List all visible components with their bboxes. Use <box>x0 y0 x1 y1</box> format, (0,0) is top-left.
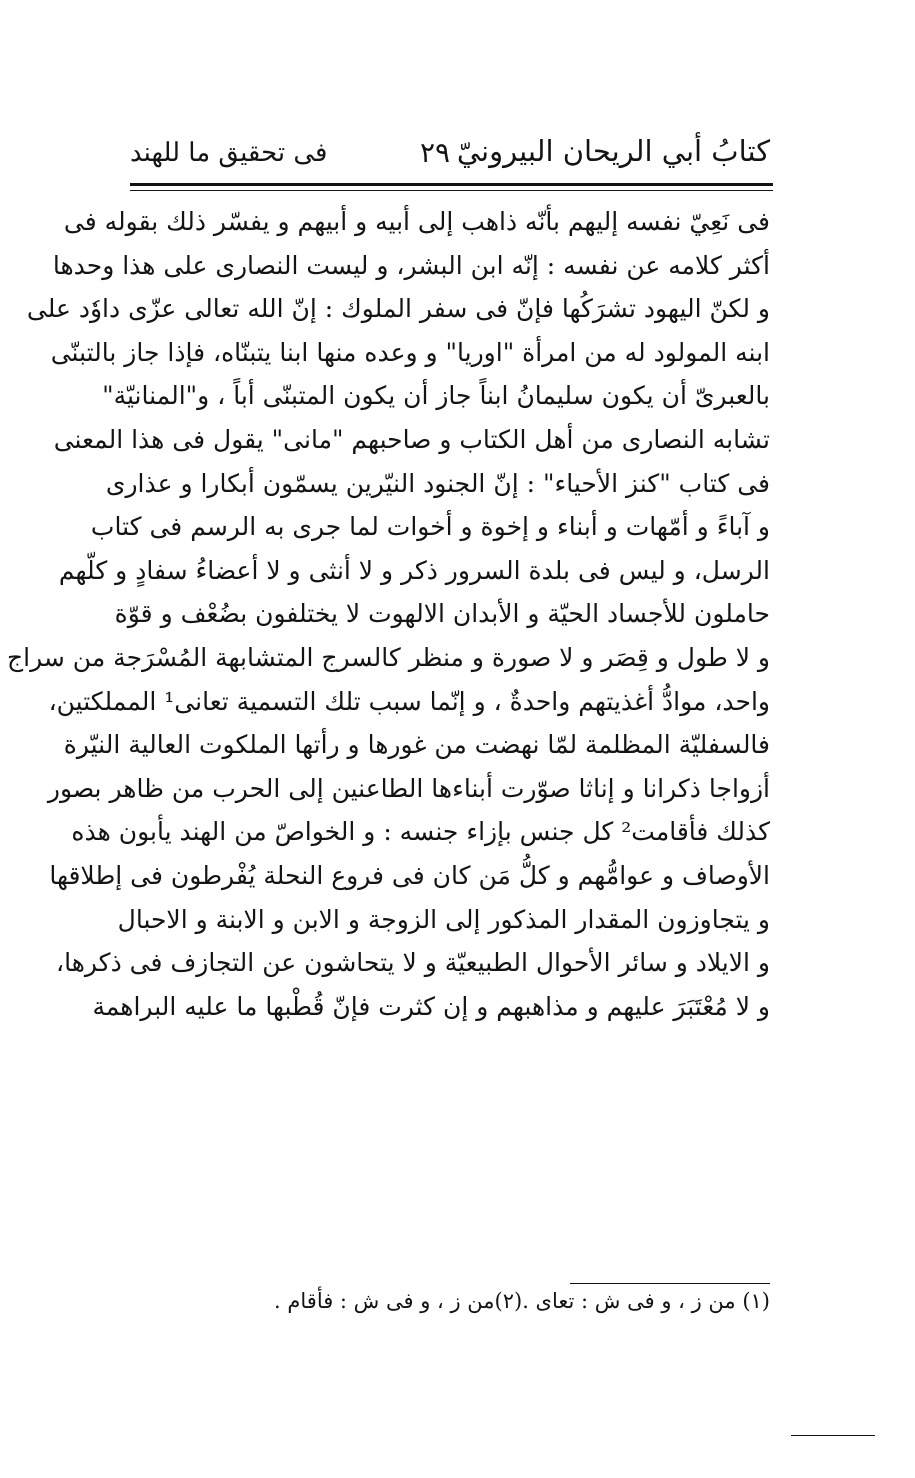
footnote-separator <box>570 1283 770 1284</box>
running-title-book: كتابُ أبي الريحان البيرونيّ <box>456 134 770 168</box>
main-text <box>7 200 770 1028</box>
text-line: الرسل، و ليس فى بلدة السرور ذكر و لا أنثى و لا أعضاءُ سفادٍ و كلّهم <box>58 555 770 585</box>
text-line: و لا طول و قِصَر و لا صورة و منظر كالسرج المتشابهة المُسْرَجة من سراج <box>7 642 770 672</box>
text-line: أزواجا ذكرانا و إناثا صوّرت أبناءها الطاعنين إلى الحرب من ظاهر بصور <box>47 773 770 803</box>
text-line: تشابه النصارى من أهل الكتاب و صاحبهم "مانى" يقول فى هذا المعنى <box>53 424 770 454</box>
text-line: و آباءً و أمّهات و أبناء و إخوة و أخوات لما جرى به الرسم فى كتاب <box>90 512 770 542</box>
header-rule-thin <box>130 190 773 191</box>
footnote: (١) من ز ، و فى ش : تعاى .(٢)من ز ، و فى ش : فأقام . <box>274 1289 770 1313</box>
running-title-chapter: فى تحقيق ما للهند <box>130 138 328 168</box>
text-line: فى كتاب "كنز الأحياء" : إنّ الجنود النيّرين يسمّون أبكارا و عذارى <box>105 468 770 498</box>
running-header <box>130 130 770 178</box>
text-line: كذلك فأقامت² كل جنس بإزاء جنسه : و الخواصّ من الهند يأبون هذه <box>71 817 770 847</box>
text-line: و الايلاد و سائر الأحوال الطبيعيّة و لا يتحاشون عن التجازف فى ذكرها، <box>56 948 770 978</box>
text-line: بالعبرىّ أن يكون سليمانُ ابناً جاز أن يكون المتبنّى أباً ، و"المنانيّة" <box>102 381 770 411</box>
text-line: و لكنّ اليهود تشرَكُها فإنّ فى سفر الملوك : إنّ الله تعالى عزّى داوٗد على <box>26 294 770 324</box>
text-line: فالسفليّة المظلمة لمّا نهضت من غورها و رأتها الملكوت العالية النيّرة <box>63 730 770 760</box>
text-line: ابنه المولود له من امرأة "اوريا" و وعده منها ابنا يتبنّاه، فإذا جاز بالتبنّى <box>50 337 770 367</box>
text-line: و يتجاوزون المقدار المذكور إلى الزوجة و الابن و الابنة و الاحبال <box>117 904 770 934</box>
header-rule-thick <box>130 183 773 186</box>
text-line: فى نَعِيّ نفسه إليهم بأنّه ذاهب إلى أبيه و أبيهم و يفسّر ذلك بقوله فى <box>63 207 770 236</box>
margin-mark <box>791 1435 875 1436</box>
text-line: واحد، موادُّ أغذيتهم واحدةٌ ، و إنّما سبب تلك التسمية تعانى¹ المملكتين، <box>48 686 770 716</box>
text-line: الأوصاف و عوامُّهم و كلُّ مَن كان فى فروع النحلة يُفْرطون فى إطلاقها <box>49 860 770 890</box>
text-line: و لا مُعْتَبَرَ عليهم و مذاهبهم و إن كثرت فإنّ قُطْبها ما عليه البراهمة <box>92 991 770 1021</box>
text-line: أكثر كلامه عن نفسه : إنّه ابن البشر، و ليست النصارى على هذا وحدها <box>52 250 770 280</box>
page-number: ٢٩ <box>420 136 451 169</box>
text-line: حاملون للأجساد الحيّة و الأبدان الالهوت لا يختلفون بضُعْف و قوّة <box>114 599 770 629</box>
